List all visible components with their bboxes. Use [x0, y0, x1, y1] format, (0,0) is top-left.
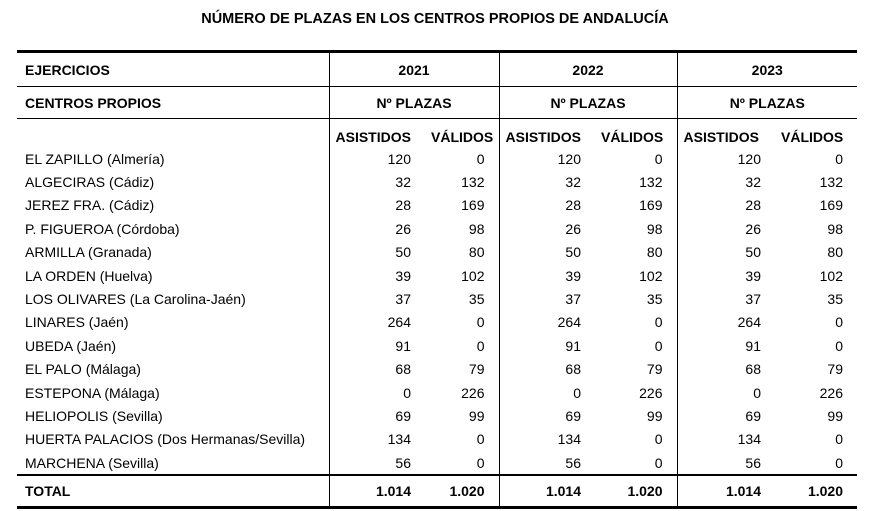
- validos-2022-cell: 98: [646, 220, 663, 237]
- asistidos-2023-cell: 264: [677, 311, 773, 334]
- asistidos-2022-cell: 264: [499, 311, 593, 334]
- validos-2021-cell: 0: [476, 431, 485, 448]
- asistidos-2021-cell: 0: [329, 381, 423, 404]
- plazas-2023-header: Nº PLAZAS: [677, 87, 857, 119]
- validos-2022-cell: 0: [654, 431, 663, 448]
- asistidos-2023-cell: 120: [677, 147, 773, 170]
- asistidos-2023-cell: 91: [677, 334, 773, 357]
- plazas-2021-header: Nº PLAZAS: [329, 87, 499, 119]
- validos-2021-cell: 0: [476, 337, 485, 354]
- validos-2022-cell: 79: [646, 361, 663, 378]
- total-asistidos-2022: 1.014: [499, 475, 593, 508]
- validos-2021-cell: 132: [461, 174, 485, 191]
- total-validos-2022: 1.020: [593, 475, 677, 508]
- row-name-cell: ALGECIRAS (Cádiz): [25, 174, 155, 191]
- total-validos-2021: 1.020: [423, 475, 499, 508]
- asistidos-2021-cell: 50: [329, 241, 423, 264]
- validos-2022-cell: 0: [654, 337, 663, 354]
- total-asistidos-2023: 1.014: [677, 475, 773, 508]
- asistidos-2023-cell: 37: [677, 287, 773, 310]
- asistidos-2023-cell: 68: [677, 358, 773, 381]
- asistidos-2022-cell: 68: [499, 358, 593, 381]
- validos-2022-cell: 226: [639, 384, 663, 401]
- validos-2022-cell: 169: [639, 197, 663, 214]
- asistidos-2022-cell: 91: [499, 334, 593, 357]
- validos-2021-cell: 35: [468, 291, 485, 308]
- asistidos-2023-cell: 0: [677, 381, 773, 404]
- validos-2023-cell: 99: [827, 407, 843, 424]
- validos-2023-cell: 102: [819, 267, 843, 284]
- asistidos-2022-cell: 39: [499, 264, 593, 287]
- validos-2023-cell: 0: [835, 314, 843, 331]
- table-title: NÚMERO DE PLAZAS EN LOS CENTROS PROPIOS DE ANDALUCÍA: [201, 11, 669, 27]
- year-2023-header: 2023: [677, 52, 857, 87]
- table-row: [17, 358, 857, 381]
- validos-2023-cell: 0: [835, 150, 843, 167]
- ejercicios-label: EJERCICIOS: [17, 52, 329, 87]
- validos-2023-cell: 79: [827, 361, 843, 378]
- validos-2022-cell: 35: [646, 291, 663, 308]
- validos-2021-cell: 226: [461, 384, 485, 401]
- asistidos-2021-cell: 37: [329, 287, 423, 310]
- validos-2023-cell: 98: [827, 220, 843, 237]
- table-row: [17, 428, 857, 451]
- validos-2022-cell: 132: [639, 174, 663, 191]
- asistidos-2022-cell: 32: [499, 170, 593, 193]
- table-row: [17, 264, 857, 287]
- row-name-cell: LOS OLIVARES (La Carolina-Jaén): [25, 291, 246, 308]
- total-label: TOTAL: [17, 475, 329, 508]
- asistidos-2023-cell: 50: [677, 241, 773, 264]
- row-name-cell: ARMILLA (Granada): [25, 244, 152, 261]
- validos-2022-cell: 0: [654, 454, 663, 471]
- validos-2021-cell: 169: [461, 197, 485, 214]
- validos-2021-cell: 0: [476, 454, 485, 471]
- validos-2021-cell: 0: [476, 150, 485, 167]
- row-name-cell: EL ZAPILLO (Almería): [25, 150, 165, 167]
- table-row: [17, 451, 857, 475]
- total-row: [17, 475, 857, 508]
- validos-2023-cell: 132: [819, 174, 843, 191]
- validos-2023-header: VÁLIDOS: [781, 129, 844, 145]
- asistidos-2022-header: ASISTIDOS: [499, 119, 593, 148]
- table-row: [17, 194, 857, 217]
- validos-2021-cell: 0: [476, 314, 485, 331]
- asistidos-2022-cell: 120: [499, 147, 593, 170]
- row-name-cell: UBEDA (Jaén): [25, 337, 117, 354]
- validos-2021-cell: 98: [468, 220, 485, 237]
- asistidos-2023-cell: 32: [677, 170, 773, 193]
- table-row: [17, 381, 857, 404]
- row-name-cell: LA ORDEN (Huelva): [25, 267, 153, 284]
- total-asistidos-2021: 1.014: [329, 475, 423, 508]
- table-row: [17, 241, 857, 264]
- asistidos-2021-cell: 56: [329, 451, 423, 475]
- row-name-cell: MARCHENA (Sevilla): [25, 454, 159, 471]
- subheader-blank: [17, 119, 329, 148]
- asistidos-2022-cell: 26: [499, 217, 593, 240]
- validos-2023-cell: 0: [835, 431, 843, 448]
- asistidos-2022-cell: 37: [499, 287, 593, 310]
- table-row: [17, 311, 857, 334]
- row-name-cell: HUERTA PALACIOS (Dos Hermanas/Sevilla): [25, 431, 306, 448]
- asistidos-2021-header: ASISTIDOS: [329, 119, 423, 148]
- table-row: [17, 147, 857, 170]
- asistidos-2022-cell: 50: [499, 241, 593, 264]
- table-body: [17, 147, 857, 475]
- table-row: [17, 170, 857, 193]
- validos-2022-cell: 99: [646, 407, 663, 424]
- validos-2021-cell: 79: [468, 361, 485, 378]
- asistidos-2021-cell: 134: [329, 428, 423, 451]
- validos-2022-cell: 0: [654, 314, 663, 331]
- asistidos-2021-cell: 69: [329, 404, 423, 427]
- asistidos-2021-cell: 120: [329, 147, 423, 170]
- asistidos-2022-cell: 134: [499, 428, 593, 451]
- asistidos-2023-cell: 56: [677, 451, 773, 475]
- asistidos-2021-cell: 91: [329, 334, 423, 357]
- row-name-cell: P. FIGUEROA (Córdoba): [25, 220, 180, 237]
- table-row: [17, 287, 857, 310]
- asistidos-2021-cell: 68: [329, 358, 423, 381]
- validos-2022-cell: 0: [654, 150, 663, 167]
- plazas-2022-header: Nº PLAZAS: [499, 87, 677, 119]
- asistidos-2022-cell: 0: [499, 381, 593, 404]
- asistidos-2023-cell: 28: [677, 194, 773, 217]
- row-name-cell: JEREZ FRA. (Cádiz): [25, 197, 155, 214]
- validos-2023-cell: 80: [827, 244, 843, 261]
- asistidos-2023-cell: 69: [677, 404, 773, 427]
- plazas-table: [17, 50, 857, 509]
- validos-2022-header: VÁLIDOS: [601, 129, 664, 145]
- validos-2023-cell: 226: [819, 384, 843, 401]
- asistidos-2023-cell: 39: [677, 264, 773, 287]
- asistidos-2021-cell: 39: [329, 264, 423, 287]
- validos-2023-cell: 169: [819, 197, 843, 214]
- row-name-cell: HELIOPOLIS (Sevilla): [25, 407, 163, 424]
- asistidos-2021-cell: 26: [329, 217, 423, 240]
- centros-propios-label: CENTROS PROPIOS: [17, 87, 329, 119]
- centros-header-row: [17, 87, 857, 119]
- validos-2021-cell: 102: [461, 267, 485, 284]
- year-2021-header: 2021: [329, 52, 499, 87]
- asistidos-2022-cell: 69: [499, 404, 593, 427]
- asistidos-2021-cell: 28: [329, 194, 423, 217]
- row-name-cell: LINARES (Jaén): [25, 314, 129, 331]
- validos-2021-cell: 99: [468, 407, 485, 424]
- validos-2022-cell: 102: [639, 267, 663, 284]
- validos-2023-cell: 0: [835, 454, 843, 471]
- table-row: [17, 404, 857, 427]
- asistidos-2023-cell: 26: [677, 217, 773, 240]
- table-row: [17, 334, 857, 357]
- validos-2023-cell: 35: [827, 291, 843, 308]
- years-header-row: [17, 52, 857, 87]
- year-2022-header: 2022: [499, 52, 677, 87]
- table-row: [17, 217, 857, 240]
- asistidos-2021-cell: 32: [329, 170, 423, 193]
- row-name-cell: EL PALO (Málaga): [25, 361, 141, 378]
- subheader-row: [17, 119, 857, 148]
- asistidos-2023-header: ASISTIDOS: [677, 119, 773, 148]
- validos-2021-cell: 80: [468, 244, 485, 261]
- row-name-cell: ESTEPONA (Málaga): [25, 384, 160, 401]
- validos-2023-cell: 0: [835, 337, 843, 354]
- asistidos-2023-cell: 134: [677, 428, 773, 451]
- asistidos-2021-cell: 264: [329, 311, 423, 334]
- total-validos-2023: 1.020: [773, 475, 857, 508]
- validos-2022-cell: 80: [646, 244, 663, 261]
- validos-2021-header: VÁLIDOS: [431, 129, 494, 145]
- asistidos-2022-cell: 56: [499, 451, 593, 475]
- asistidos-2022-cell: 28: [499, 194, 593, 217]
